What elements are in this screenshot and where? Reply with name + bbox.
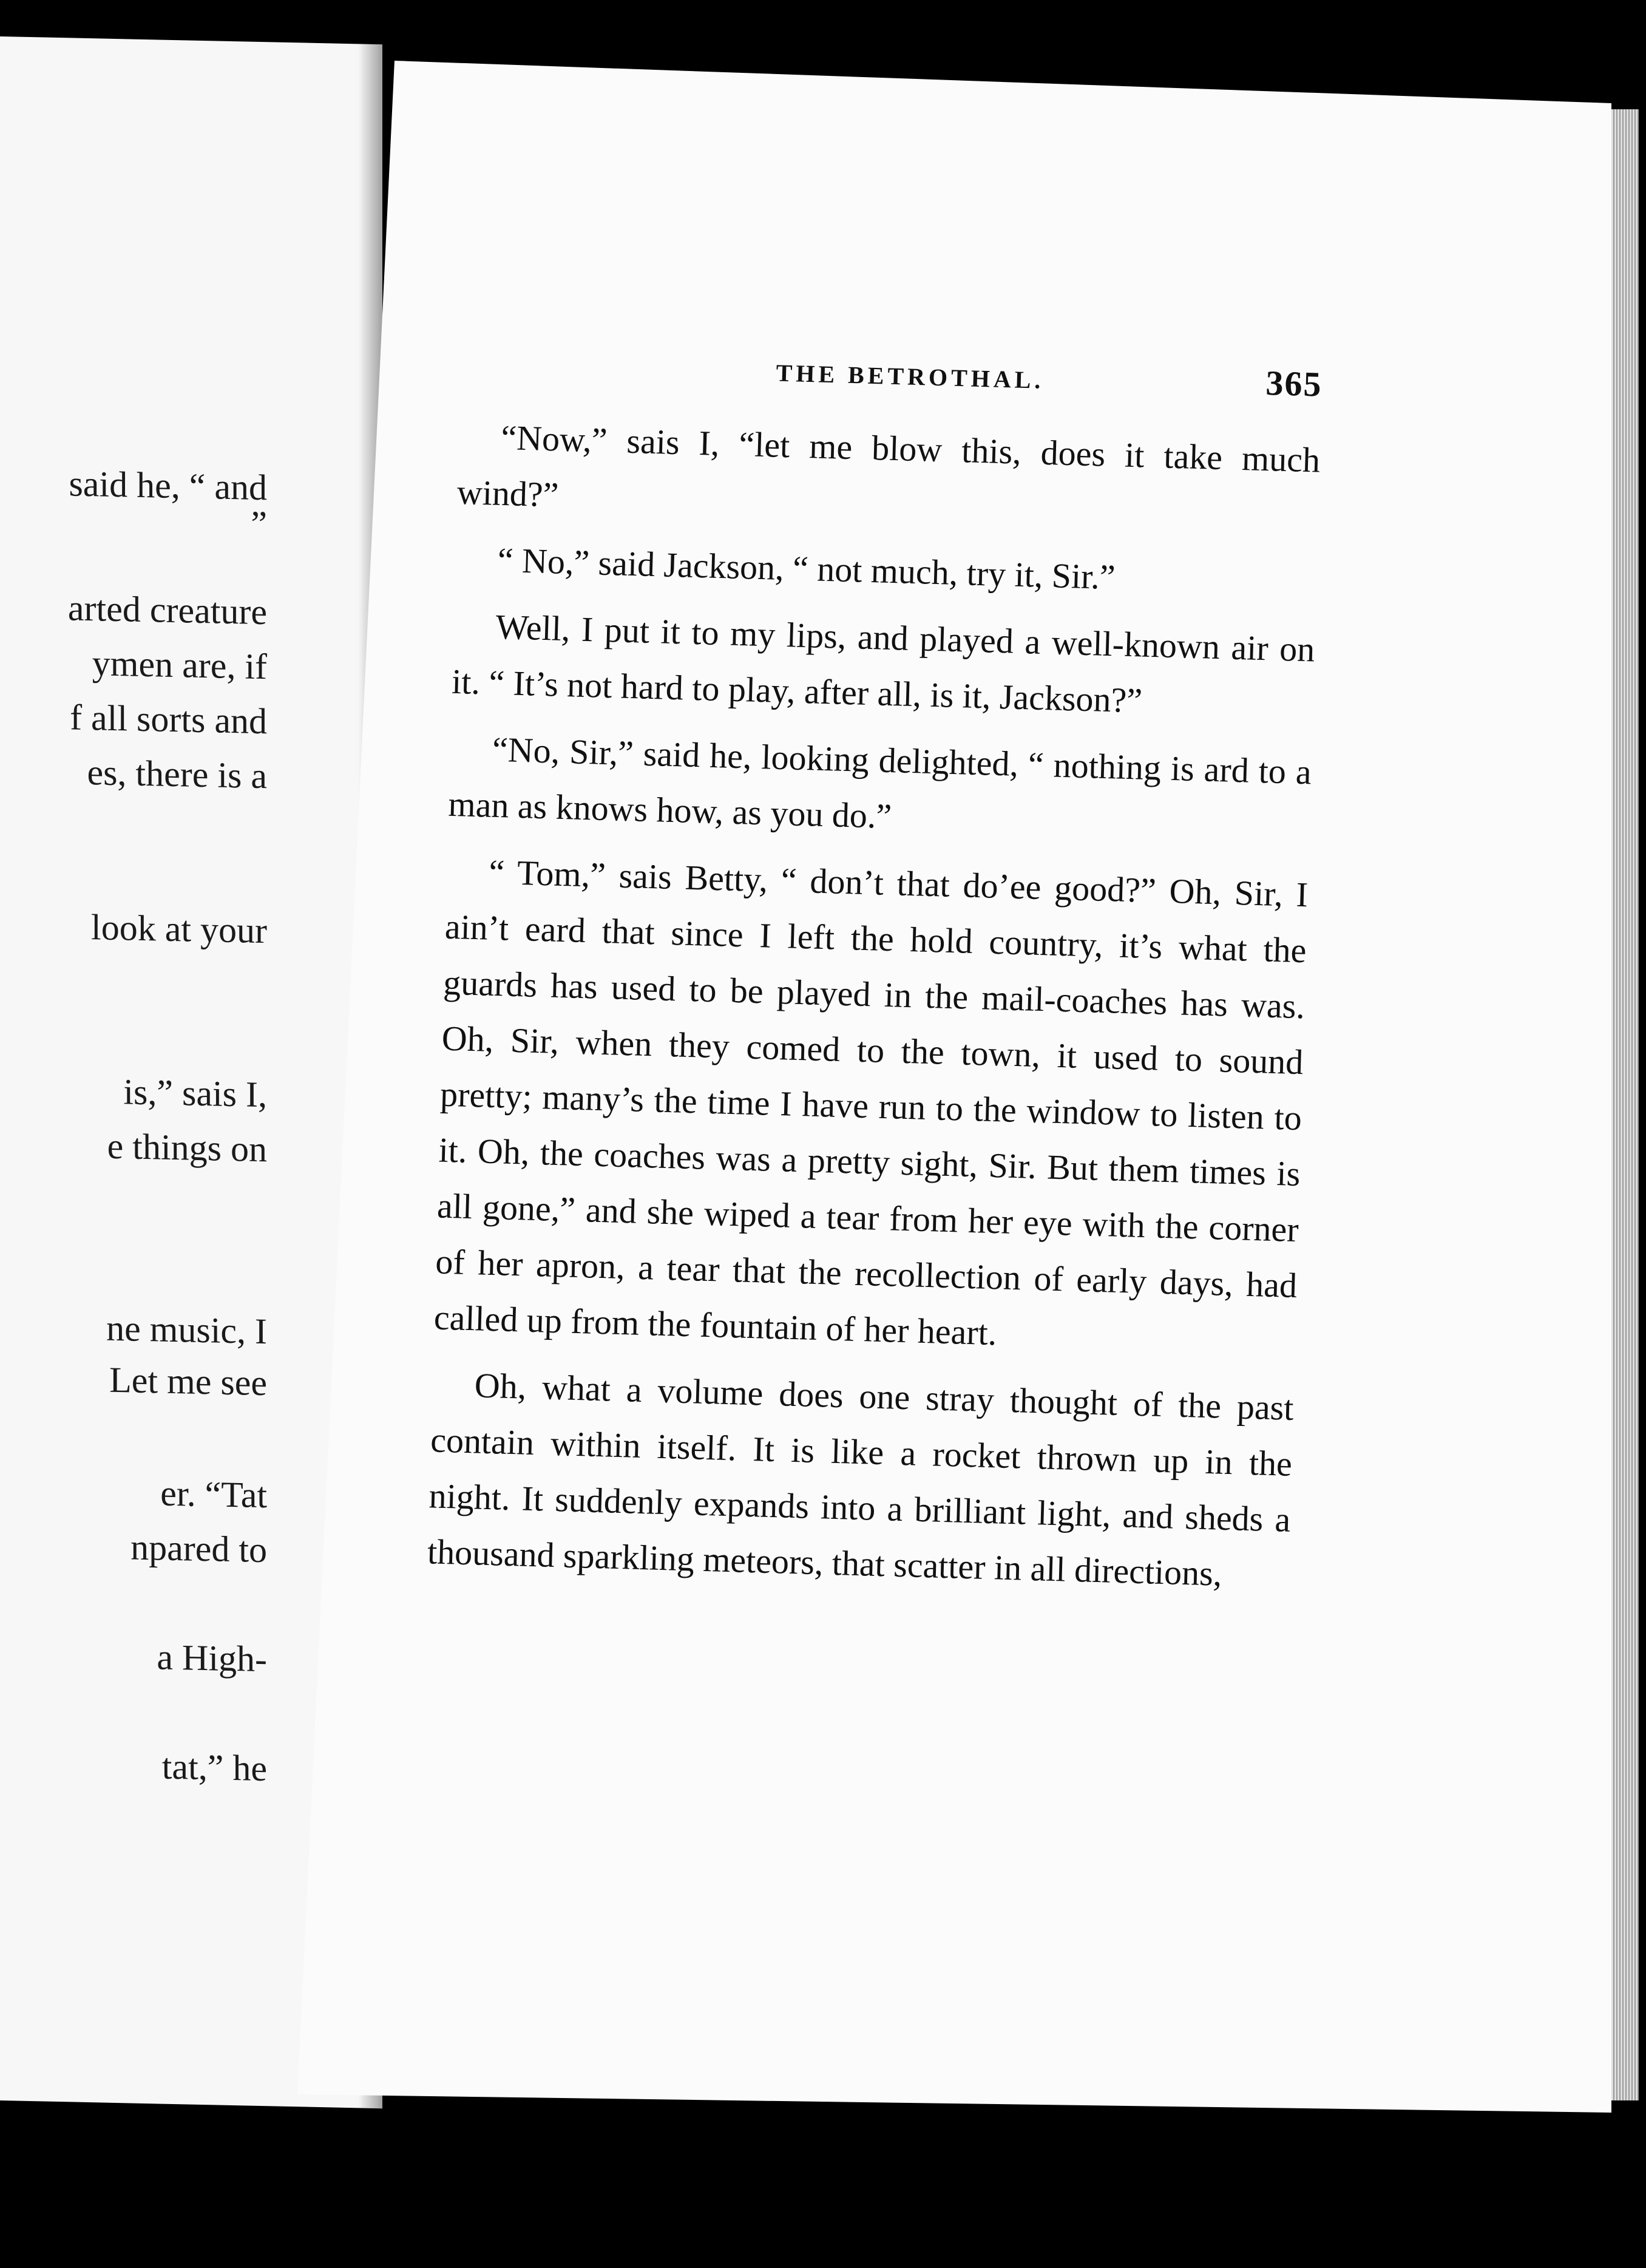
left-page-line: said he, “ and bbox=[69, 463, 267, 508]
left-page-line: ” bbox=[251, 503, 267, 545]
paragraph: “No, Sir,” said he, looking delighted, “ nothing is ard to a man as knows how, as you do.” bbox=[447, 729, 1312, 837]
left-page-line: arted creature bbox=[67, 588, 267, 633]
left-page-line: es, there is a bbox=[87, 752, 267, 796]
running-title: THE BETROTHAL. bbox=[776, 359, 1045, 394]
paragraph: Well, I put it to my lips, and played a well-known air on it. “ It’s not hard to play, after all, is it, Jackson?” bbox=[451, 606, 1316, 721]
left-page-line: Let me see bbox=[109, 1359, 267, 1404]
paragraph: “ Tom,” sais Betty, “ don’t that do’ee good?” Oh, Sir, I ain’t eard that since I left the hold country, it’s what the guards has used to be played in the mail-coaches has was. Oh, Sir, when they comed to the town, it used to sound pretty; many’s the time I have run to the window to listen to it. Oh, the coaches was a pretty sight, Sir. But them times is all gone,” and she wiped a tear from her eye with the corner of her apron, a tear that the recollection of early days, had called up from the fountain of her heart. bbox=[433, 852, 1309, 1353]
left-page-line: is,” sais I, bbox=[123, 1071, 267, 1115]
left-page-line: a High- bbox=[157, 1637, 267, 1680]
left-page-line: er. “Tat bbox=[160, 1473, 267, 1516]
left-page-line: ne music, I bbox=[106, 1308, 267, 1352]
left-page-line: e things on bbox=[107, 1126, 267, 1170]
paragraph: Oh, what a volume does one stray thought of the past contain within itself. It is like a rocket thrown up in the night. It suddenly expands into a brilliant light, and sheds a thousand sparkling meteors, that scatter in all directions, bbox=[427, 1365, 1295, 1594]
left-page-line: f all sorts and bbox=[70, 697, 267, 742]
left-page-line: tat,” he bbox=[161, 1746, 267, 1789]
left-page-line: npared to bbox=[130, 1527, 267, 1570]
page-number: 365 bbox=[1265, 363, 1323, 404]
right-page-text bbox=[426, 340, 1323, 1615]
paragraph: “ No,” said Jackson, “ not much, try it, Sir.” bbox=[496, 540, 1116, 597]
left-page-line: look at your bbox=[91, 907, 267, 951]
page-edges bbox=[1611, 109, 1639, 2100]
paragraph: “Now,” sais I, “let me blow this, does it take much wind?” bbox=[456, 417, 1321, 515]
left-page-line: ymen are, if bbox=[92, 643, 267, 687]
